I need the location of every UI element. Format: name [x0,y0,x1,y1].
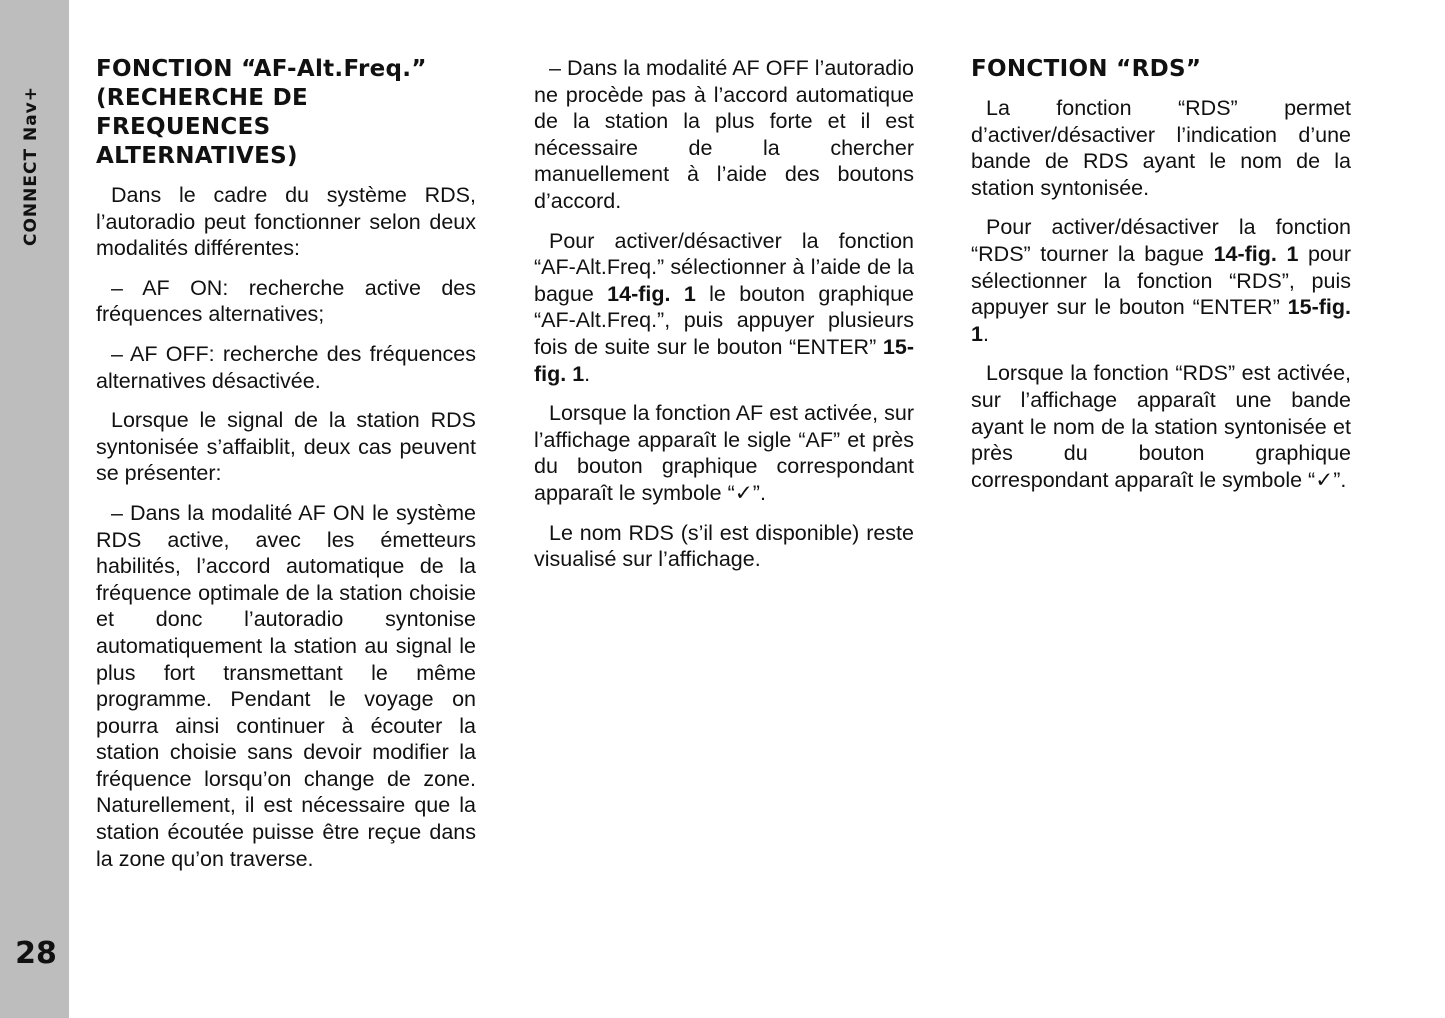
page-number: 28 [15,936,57,971]
paragraph [971,214,1351,347]
text-run: le bouton graphique “AF-Alt.Freq.”, puis appuyer plusieurs fois de suite sur le bouton “ENTER” [534,281,914,359]
paragraph: – AF ON: recherche active des fréquences alternatives; [96,275,476,327]
paragraph: Le nom RDS (s’il est disponible) reste visualisé sur l’affichage. [534,520,914,572]
paragraph: Dans le cadre du système RDS, l’autoradio peut fonctionner selon deux modalités différentes: [96,183,476,261]
text-run: Pour activer/désactiver la fonction “RDS” tourner la bague [971,215,1351,266]
column-1 [96,55,476,885]
paragraph: – Dans la modalité AF OFF l’autoradio ne procède pas à l’accord automatique de la station la plus forte et il est nécessaire de la chercher manuellement à l’aide des boutons d’accord. [534,56,914,213]
figure-reference: 15-fig. 1 [534,334,914,386]
paragraph: Lorsque la fonction “RDS” est activée, sur l’affichage apparaît une bande ayant le nom de la station syntonisée et près du bouton graphique correspondant apparaît le symbole “✓”. [971,361,1351,492]
text-run: . [584,361,591,386]
paragraph: La fonction “RDS” permet d’activer/désactiver l’indication d’une bande de RDS ayant le nom de la station syntonisée. [971,96,1351,200]
paragraph: – AF OFF: recherche des fréquences alternatives désactivée. [96,341,476,393]
text-run: Pour activer/désactiver la fonction “AF-Alt.Freq.” sélectionner à l’aide de la bague [534,228,914,306]
column-3 [971,55,1351,506]
figure-reference: 15-fig. 1 [971,295,1351,346]
paragraph: Lorsque le signal de la station RDS syntonisée s’affaiblit, deux cas peuvent se présenter: [96,408,476,486]
figure-reference: 14-fig. 1 [1213,241,1299,266]
paragraph: Lorsque la fonction AF est activée, sur l’affichage apparaît le sigle “AF” et près du bouton graphique correspondant apparaît le symbole “✓”. [534,401,914,505]
text-run: pour sélectionner la fonction “RDS”, puis appuyer sur le bouton “ENTER” [971,241,1352,320]
heading-af-alt-freq: FONCTION “AF-Alt.Freq.” (RECHERCHE DE FREQUENCES ALTERNATIVES) [96,56,427,169]
column-2 [534,55,914,586]
margin-strip [0,0,69,1018]
section-label: CONNECT Nav+ [21,85,41,246]
paragraph [534,228,914,388]
figure-reference: 14-fig. 1 [607,281,696,306]
text-run: . [982,321,989,346]
heading-rds: FONCTION “RDS” [971,56,1202,82]
paragraph: – Dans la modalité AF ON le système RDS active, avec les émetteurs habilités, l’accord automatique de la fréquence optimale de la station choisie et donc l’autoradio syntonise automatiquement la station au signal le plus fort transmettant le même programme. Pendant le voyage on pourra ainsi continuer à écouter la station choisie sans devoir modifier la fréquence lorsqu’on change de zone. Naturellement, il est nécessaire que la station écoutée puisse être reçue dans la zone qu’on traverse. [96,500,476,871]
